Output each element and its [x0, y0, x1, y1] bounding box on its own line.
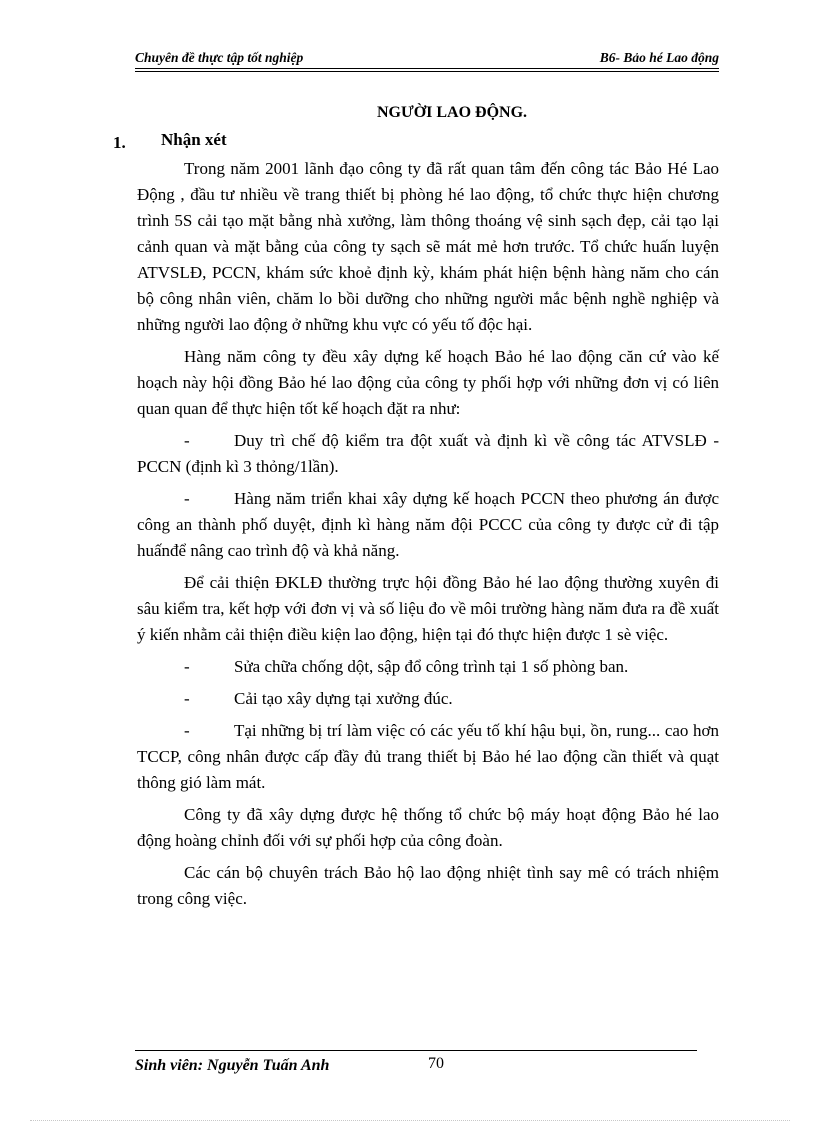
section-number: 1. [113, 133, 126, 152]
page-title-line [0, 103, 816, 123]
bullet-text: Cải tạo xây dựng tại xưởng đúc. [234, 689, 453, 708]
bullet-item [137, 486, 719, 564]
bullet-dash: - [184, 721, 190, 740]
header-right-text: B6- Bảo hé Lao động [599, 50, 719, 65]
paragraph: Trong năm 2001 lãnh đạo công ty đã rất quan tâm đến công tác Bảo Hé Lao Động , đầu tư nhiều về trang thiết bị phòng hé lao động, tổ chức thực hiện chương trình 5S cải tạo mặt bằng nhà xưởng, làm thông thoáng vệ sinh sạch đẹp, cải tạo lại cảnh quan và mặt bằng của công ty sạch sẽ mát mẻ hơn trước. Tổ chức huấn luyện ATVSLĐ, PCCN, khám sức khoẻ định kỳ, khám phát hiện bệnh hàng năm cho cán bộ công nhân viên, chăm lo bồi dưỡng cho những người mắc bệnh nghề nghiệp và những người lao động ở những khu vực có yếu tố độc hại. [137, 159, 719, 334]
paragraph: Hàng năm công ty đều xây dựng kế hoạch Bảo hé lao động căn cứ vào kế hoạch này hội đồng Bảo hé lao động của công ty phối hợp với những đơn vị có liên quan quan để thực hiện tốt kế hoạch đặt ra như: [137, 347, 719, 418]
bullet-dash: - [184, 431, 190, 450]
bullet-text: Hàng năm triển khai xây dựng kế hoạch PCCN theo phương án được công an thành phố duyệt, định kì hàng năm đội PCCC của công ty được cử đi tập huấnđể nâng cao trình độ và khả năng. [137, 489, 719, 560]
header-left-text: Chuyên đề thực tập tốt nghiệp [135, 50, 304, 65]
paragraph: Để cải thiện ĐKLĐ thường trực hội đồng Bảo hé lao động thường xuyên đi sâu kiểm tra, kết hợp với đơn vị và số liệu đo về môi trường hàng năm đưa ra đề xuất ý kiến nhằm cải thiện điều kiện lao động, hiện tại đó thực hiện được 1 sè việc. [137, 573, 719, 644]
header-rule [135, 68, 719, 69]
body-text [137, 156, 719, 918]
footer-student-name: Sinh viên: Nguyễn Tuấn Anh [135, 1057, 330, 1074]
bullet-item [137, 428, 719, 480]
bullet-item [137, 654, 719, 680]
section-heading: Nhận xét [161, 130, 227, 149]
bullet-dash: - [184, 689, 190, 708]
footer-rule [135, 1050, 697, 1051]
page-bottom-dotted-border [30, 1120, 790, 1121]
page-number: 70 [428, 1055, 444, 1072]
bullet-text: Duy trì chế độ kiểm tra đột xuất và định kì về công tác ATVSLĐ - PCCN (định kì 3 thỏng/1lần). [137, 431, 719, 476]
bullet-dash: - [184, 489, 190, 508]
paragraph: Công ty đã xây dựng được hệ thống tổ chức bộ máy hoạt động Bảo hé lao động hoàng chỉnh đối với sự phối hợp của công đoàn. [137, 805, 719, 850]
running-header [135, 50, 719, 68]
bullet-item [137, 686, 719, 712]
bullet-text: Tại những bị trí làm việc có các yếu tố khí hậu bụi, ồn, rung... cao hơn TCCP, công nhân được cấp đầy đủ trang thiết bị Bảo hé lao động cần thiết và quạt thông gió làm mát. [137, 721, 719, 792]
bullet-text: Sửa chữa chống dột, sập đổ công trình tại 1 số phòng ban. [234, 657, 629, 676]
paragraph: Các cán bộ chuyên trách Bảo hộ lao động nhiệt tình say mê có trách nhiệm trong công việc. [137, 863, 719, 908]
header-rule-thin [135, 71, 719, 72]
bullet-dash: - [184, 657, 190, 676]
bullet-item [137, 718, 719, 796]
page-title: NGƯỜI LAO ĐỘNG. [376, 104, 528, 121]
